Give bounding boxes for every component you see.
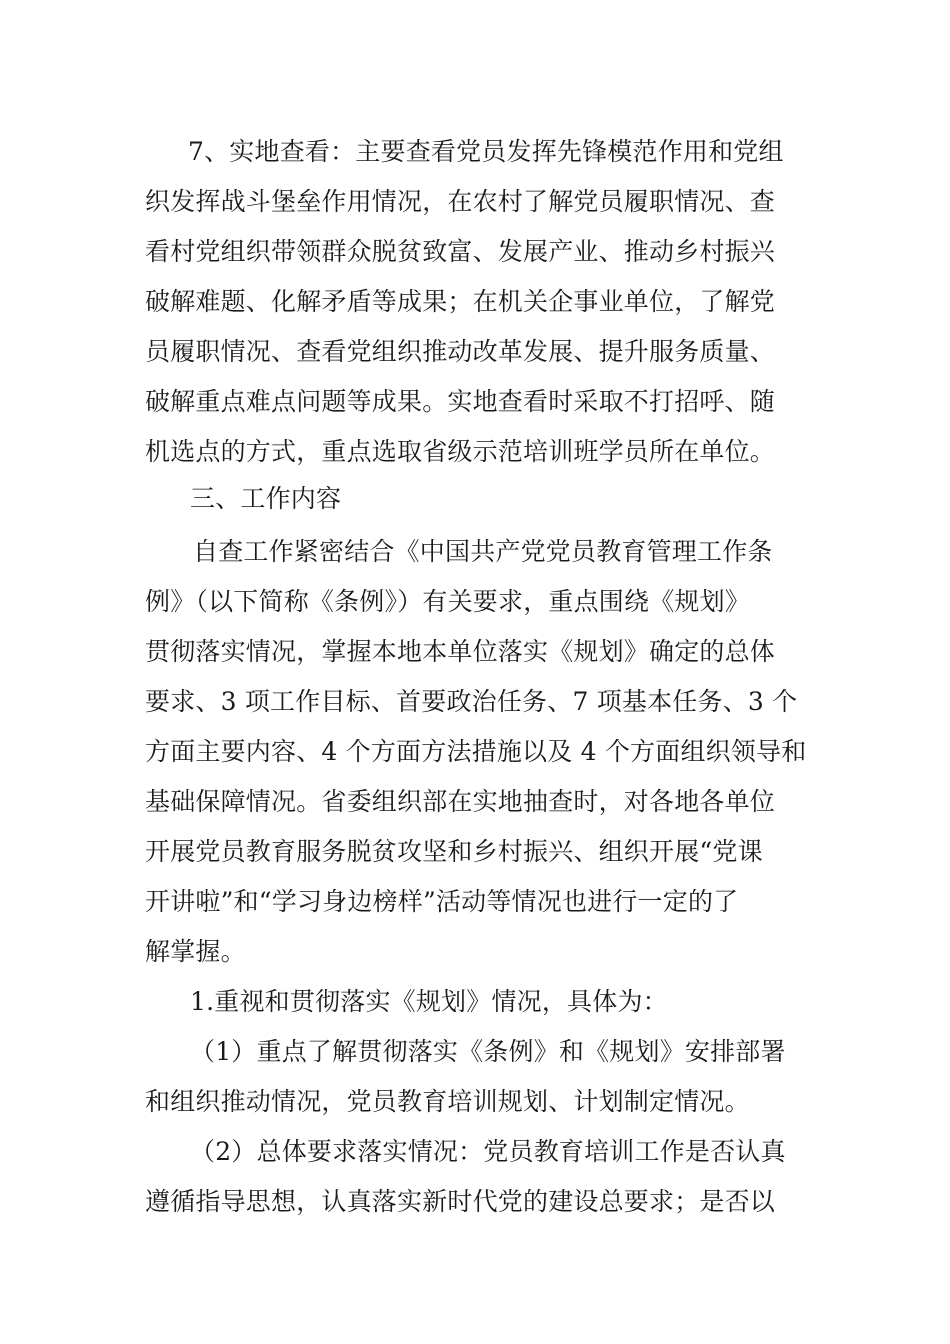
text-line: 看村党组织带领群众脱贫致富、发展产业、推动乡村振兴 [145,237,776,266]
text-line: 解掌握。 [145,937,246,966]
section-heading: 三、工作内容 [190,484,342,513]
text-line: 方面主要内容、4 个方面方法措施以及 4 个方面组织领导和 [145,737,807,766]
text-line: 破解重点难点问题等成果。实地查看时采取不打招呼、随 [145,387,776,416]
text-line: 要求、3 项工作目标、首要政治任务、7 项基本任务、3 个 [145,687,798,716]
text-line: 破解难题、化解矛盾等成果；在机关企事业单位，了解党 [145,287,776,316]
text-line: 自查工作紧密结合《中国共产党党员教育管理工作条 [193,537,773,566]
text-line: 基础保障情况。省委组织部在实地抽查时，对各地各单位 [145,787,776,816]
text-line: 遵循指导思想，认真落实新时代党的建设总要求；是否以 [145,1187,776,1216]
text-line: 7、实地查看：主要查看党员发挥先锋模范作用和党组 [188,137,784,166]
text-line: 开展党员教育服务脱贫攻坚和乡村振兴、组织开展“党课 [145,837,763,866]
text-line: 织发挥战斗堡垒作用情况，在农村了解党员履职情况、查 [145,187,776,216]
text-line: （1）重点了解贯彻落实《条例》和《规划》安排部署 [190,1037,786,1066]
text-line: 开讲啦”和“学习身边榜样”活动等情况也进行一定的了 [145,887,739,916]
text-line: 机选点的方式，重点选取省级示范培训班学员所在单位。 [145,437,776,466]
text-line: （2）总体要求落实情况：党员教育培训工作是否认真 [190,1137,786,1166]
text-line: 例》（以下简称《条例》）有关要求，重点围绕《规划》 [145,587,751,616]
text-line: 贯彻落实情况，掌握本地本单位落实《规划》确定的总体 [145,637,776,666]
text-line: 和组织推动情况，党员教育培训规划、计划制定情况。 [145,1087,750,1116]
text-line: 员履职情况、查看党组织推动改革发展、提升服务质量、 [145,337,776,366]
subsection-heading: 1.重视和贯彻落实《规划》情况，具体为： [190,987,668,1016]
